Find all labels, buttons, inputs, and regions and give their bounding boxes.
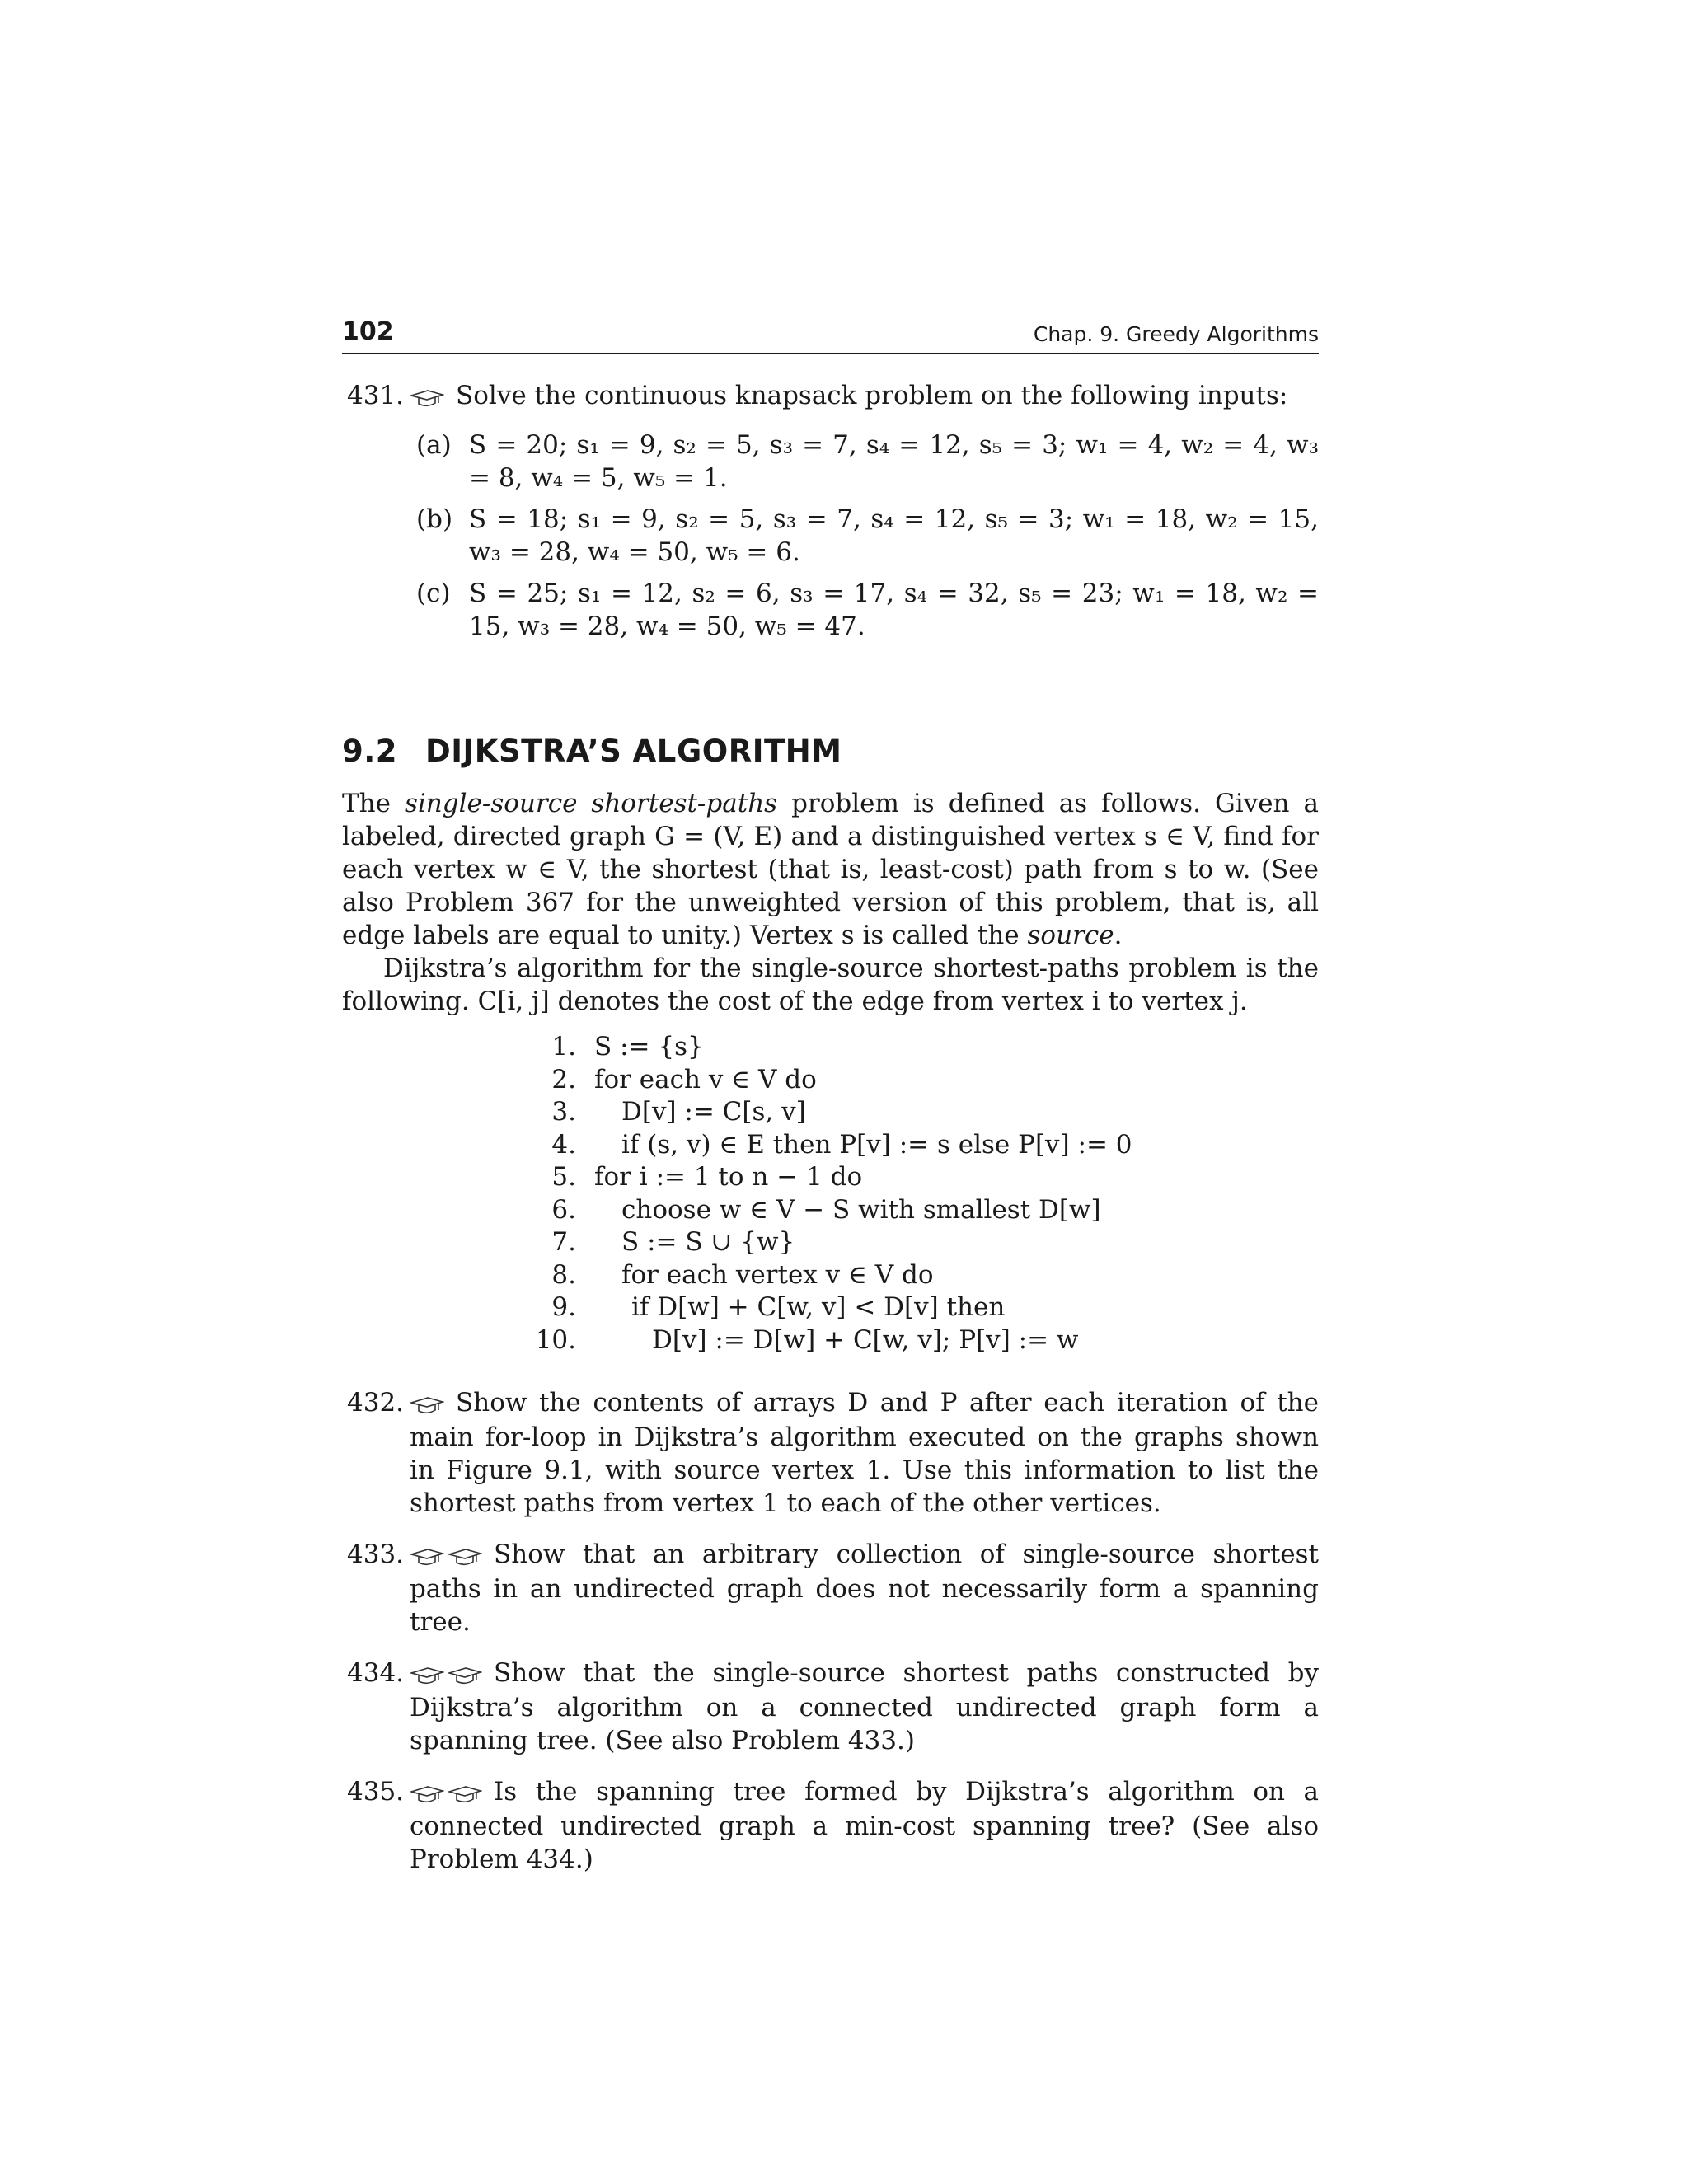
subitem-label: (c)	[416, 579, 451, 608]
problem-number: 432.	[347, 1388, 405, 1418]
problem-number: 434.	[347, 1658, 405, 1688]
problem-431	[342, 379, 1319, 643]
algorithm-line	[532, 1259, 1319, 1292]
running-head: Chap. 9. Greedy Algorithms	[1033, 322, 1319, 346]
algorithm-line	[532, 1226, 1319, 1259]
subitem-c	[410, 577, 1319, 643]
algorithm-line	[532, 1161, 1319, 1194]
difficulty-hats	[410, 1658, 485, 1691]
section-number: 9.2	[342, 733, 398, 769]
line-number: 8.	[551, 1259, 576, 1290]
line-code: for each vertex v ∈ V do	[621, 1259, 934, 1290]
problem-432	[342, 1386, 1319, 1520]
line-number: 3.	[551, 1097, 576, 1127]
emphasis-term: source	[1027, 921, 1114, 950]
subitem-text: S = 18; s₁ = 9, s₂ = 5, s₃ = 7, s₄ = 12, s₅ = 3; w₁ = 18, w₂ = 15, w₃ = 28, w₄ = 50, w₅ = 6.	[469, 504, 1319, 567]
mortarboard-icon	[410, 1667, 444, 1685]
problem-text: Solve the continuous knapsack problem on the following inputs:	[456, 381, 1288, 410]
mortarboard-icon	[410, 1786, 444, 1804]
line-code: if D[w] + C[w, v] < D[v] then	[631, 1292, 1006, 1322]
algorithm-line	[532, 1064, 1319, 1097]
algorithm-line	[532, 1031, 1319, 1064]
subitem-text: S = 20; s₁ = 9, s₂ = 5, s₃ = 7, s₄ = 12, s₅ = 3; w₁ = 4, w₂ = 4, w₃ = 8, w₄ = 5, w₅ = 1.	[469, 430, 1319, 493]
problem-list	[342, 1386, 1319, 1876]
section-heading	[342, 733, 1319, 769]
subitem-label: (a)	[416, 430, 452, 460]
line-code: choose w ∈ V − S with smallest D[w]	[621, 1194, 1101, 1225]
line-number: 2.	[551, 1064, 576, 1094]
difficulty-hats	[410, 1777, 485, 1810]
problem-number: 431.	[347, 381, 405, 410]
line-code: S := S ∪ {w}	[621, 1227, 795, 1257]
algorithm-line	[532, 1096, 1319, 1129]
problem-435	[342, 1775, 1319, 1876]
line-number: 6.	[551, 1194, 576, 1225]
page-number: 102	[342, 317, 394, 346]
line-code: if (s, v) ∈ E then P[v] := s else P[v] := 0	[621, 1129, 1132, 1160]
problem-text: Show that the single-source shortest paths constructed by Dijkstra’s algorithm on a connected undirected graph form a spanning tree. (See also Problem 433.)	[410, 1658, 1319, 1755]
difficulty-hats	[410, 1388, 448, 1421]
section-title: DIJKSTRA’S ALGORITHM	[425, 733, 842, 769]
algorithm-line	[532, 1324, 1319, 1357]
line-number: 1.	[551, 1032, 576, 1062]
line-number: 5.	[551, 1162, 576, 1192]
problem-text: Is the spanning tree formed by Dijkstra’s algorithm on a connected undirected graph a min-cost spanning tree? (See also Problem 434.)	[410, 1777, 1319, 1874]
line-code: D[v] := C[s, v]	[621, 1097, 806, 1127]
problem-434	[342, 1657, 1319, 1757]
subitem-b	[410, 503, 1319, 569]
mortarboard-icon	[448, 1549, 482, 1567]
paragraph-intro: Dijkstra’s algorithm for the single-source shortest-paths problem is the following. C[i, j] denotes the cost of the edge from vertex i to vertex j.	[342, 954, 1319, 1016]
page-header	[342, 317, 1319, 354]
algorithm-line	[532, 1129, 1319, 1162]
problem-text: Show that an arbitrary collection of single-source shortest paths in an undirected graph does not necessarily form a spanning tree.	[410, 1540, 1319, 1637]
algorithm-line	[532, 1194, 1319, 1227]
line-number: 9.	[551, 1292, 576, 1322]
algorithm-listing	[532, 1031, 1319, 1357]
line-number: 4.	[551, 1129, 576, 1160]
mortarboard-icon	[410, 390, 444, 408]
difficulty-hats	[410, 1540, 485, 1572]
subitem-list	[410, 429, 1319, 643]
algorithm-line	[532, 1291, 1319, 1324]
subitem-a	[410, 429, 1319, 494]
line-code: S := {s}	[594, 1032, 704, 1062]
paragraph-text: .	[1114, 921, 1123, 950]
mortarboard-icon	[448, 1786, 482, 1804]
mortarboard-icon	[410, 1397, 444, 1415]
problem-number: 433.	[347, 1540, 405, 1569]
difficulty-hats	[410, 381, 448, 414]
page-content	[342, 317, 1319, 1876]
paragraph-text: The	[342, 789, 405, 818]
mortarboard-icon	[410, 1549, 444, 1567]
line-number: 10.	[535, 1324, 576, 1355]
line-code: for each v ∈ V do	[594, 1064, 817, 1094]
line-number: 7.	[551, 1227, 576, 1257]
paragraph-text: problem is defined as follows. Given a labeled, directed graph G = (V, E) and a distinguished vertex s ∈ V, find for each vertex w ∈ V, the shortest (that is, least-cost) path from s to w. (See also Problem 367 for the unweighted version of this problem, that is, all edge labels are equal to unity.) Vertex s is called the	[342, 789, 1320, 950]
problem-number: 435.	[347, 1777, 405, 1807]
subitem-label: (b)	[416, 504, 453, 534]
mortarboard-icon	[448, 1667, 482, 1685]
line-code: D[v] := D[w] + C[w, v]; P[v] := w	[652, 1324, 1079, 1355]
paragraph-definition	[342, 787, 1319, 952]
emphasis-term: single-source shortest-paths	[404, 789, 778, 818]
subitem-text: S = 25; s₁ = 12, s₂ = 6, s₃ = 17, s₄ = 32, s₅ = 23; w₁ = 18, w₂ = 15, w₃ = 28, w₄ = 50, w₅ = 47.	[469, 579, 1319, 641]
line-code: for i := 1 to n − 1 do	[594, 1162, 863, 1192]
problem-text: Show the contents of arrays D and P after each iteration of the main for-loop in Dijkstra’s algorithm executed on the graphs shown in Figure 9.1, with source vertex 1. Use this information to list the shortest paths from vertex 1 to each of the other vertices.	[410, 1388, 1319, 1518]
problem-433	[342, 1538, 1319, 1638]
